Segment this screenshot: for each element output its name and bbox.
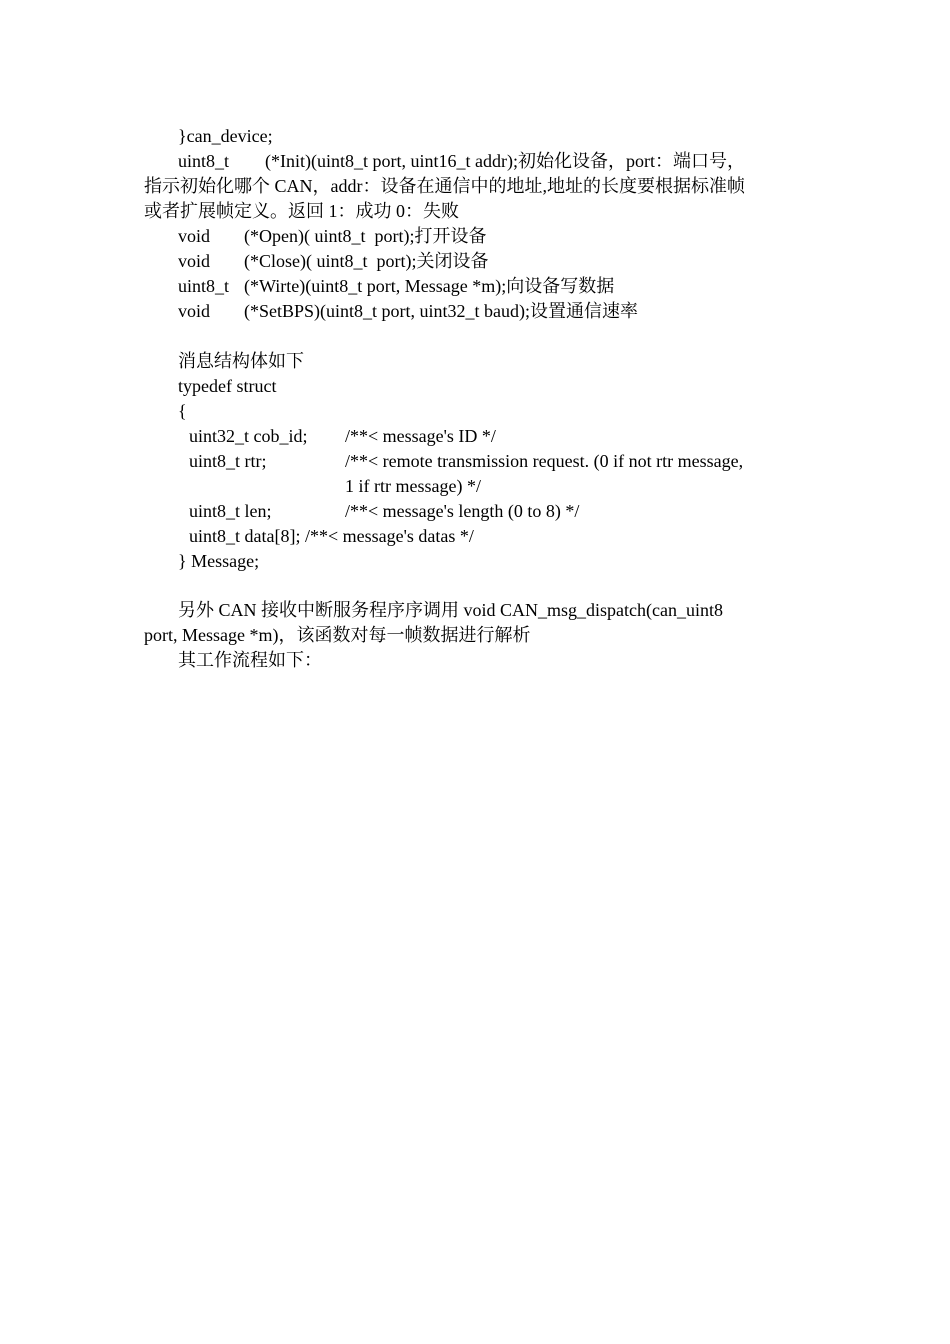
len-field: uint8_t len; xyxy=(189,501,272,521)
len-comment: /**< message's length (0 to 8) */ xyxy=(345,501,580,521)
workflow-heading: 其工作流程如下： xyxy=(178,650,322,670)
rtr-field: uint8_t rtr; xyxy=(189,451,267,471)
setbps-return-type: void xyxy=(178,301,211,321)
typedef-line: typedef struct xyxy=(178,376,277,396)
close-return-type: void xyxy=(178,251,211,271)
write-return-type: uint8_t xyxy=(178,276,230,296)
init-description-line-1: 指示初始化哪个 CAN，addr：设备在通信中的地址,地址的长度要根据标准帧 xyxy=(144,176,745,196)
open-signature: (*Open)( uint8_t port);打开设备 xyxy=(244,226,487,246)
data-field: uint8_t data[8]; /**< message's datas */ xyxy=(189,526,474,546)
setbps-signature: (*SetBPS)(uint8_t port, uint32_t baud);设置通信速率 xyxy=(244,301,638,321)
message-struct-heading: 消息结构体如下 xyxy=(178,351,304,371)
write-signature: (*Wirte)(uint8_t port, Message *m);向设备写数据 xyxy=(244,276,615,296)
open-return-type: void xyxy=(178,226,211,246)
init-description-line-2: 或者扩展帧定义。返回 1：成功 0：失败 xyxy=(144,201,459,221)
init-line: uint8_t (*Init)(uint8_t port, uint16_t addr);初始化设备，port：端口号， xyxy=(178,151,745,171)
close-signature: (*Close)( uint8_t port);关闭设备 xyxy=(244,251,489,271)
dispatch-paragraph-line-1: 另外 CAN 接收中断服务程序序调用 void CAN_msg_dispatch(can_uint8 xyxy=(178,600,723,620)
dispatch-paragraph-line-2: port, Message *m)，该函数对每一帧数据进行解析 xyxy=(144,625,531,645)
cob-id-field: uint32_t cob_id; xyxy=(189,426,308,446)
rtr-comment: /**< remote transmission request. (0 if not rtr message, xyxy=(345,451,744,471)
struct-close-line: } Message; xyxy=(178,551,260,571)
cob-id-comment: /**< message's ID */ xyxy=(345,426,496,446)
open-brace-line: { xyxy=(178,401,187,421)
struct-end-line: }can_device; xyxy=(178,126,273,146)
rtr-comment-continued: 1 if rtr message) */ xyxy=(345,476,481,496)
